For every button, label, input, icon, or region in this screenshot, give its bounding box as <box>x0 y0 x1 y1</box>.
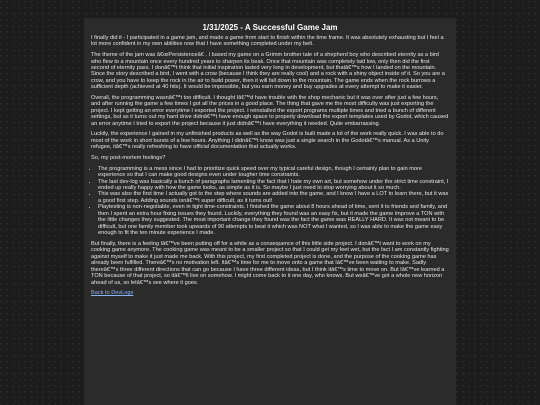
devlog-post-panel <box>84 18 456 405</box>
post-paragraph: The theme of the jam was â€œPersistenceâ€ . I based my game on a Grimm brother tale of a shepherd boy who described eternity as a bird who flew to a mountain once every hundred years to sharpen its beak. Once that mountain was completely laid low, only then did the first second of eternity pass. I donâ€™t think that initial inspiration lasted very long in development, but thatâ€™s how I landed on the mountain. Since the story described a bird, I went with a crow (because I think they are really cool) and a rock with a shiny object inside of it. So you are a crow, and you have to keep the rock in the air to build power, then it will fall down to the mountain. The game ends when the rock burrows a sufficient depth (achieved at 40 hits). It would be impossible, but you earn money and buy upgrades at every attempt to make it easier. <box>91 52 445 91</box>
list-item: • Playtesting is non-negotiable, even in tight time-constraints. I finished the game about 8 hours ahead of time, sent it to friends and family, and then I spent an extra hour fixing issues they found. Luckily, everything they found was an easy fix, but it made the game improve a TON with the little changes they suggested. The most important change they found was the fact the game was REALLY HARD. It was not meant to be difficult, but one family member took upwards of 90 attempts to beat it which was NOT what I wanted, so I was able to make the game easy enough to fit the ten minute experience I made. <box>98 204 449 236</box>
list-item: • The programming is a mess since I had to prioritize quick speed over my typical careful design, though I certainly plan to gain more experience so that I can make good designs even under tougher time constraints. <box>98 166 449 179</box>
post-title: 1/31/2025 - A Successful Game Jam <box>202 23 338 32</box>
list-item: • This was also the first time I actually got to the step where sounds are added into the game, and I know I have a LOT to learn there, but it was a good first step. Adding sounds isnâ€™t super difficult, as it turns out! <box>98 191 449 204</box>
post-paragraph: I finally did it - I participated in a game jam, and made a game from start to finish within the time frame. It was absolutely exhausting but I feel a lot more confident in my own abilities now that I have something completed under my belt. <box>91 35 444 48</box>
back-link-row <box>91 290 449 296</box>
post-paragraph: Overall, the programming wasnâ€™t too difficult. I thought Iâ€™d have trouble with the shop mechanic but it was over after just a few hours, and after running the game a few times I got all the prices in a good place. The thing that gave me the most difficulty was just exporting the project. I kept getting an error everytime I exported the project. I reinstalled the export programs multiple times and tried a bunch of different settings, but as it turns out my hard drive didnâ€™t have enough space to properly download the export templates used by Godot, which caused an error anytime I tried to export the project because it just didnâ€™t have everything it needed. Quite embarrassing. <box>91 95 449 127</box>
post-paragraph: So, my post-mortem feelings? <box>91 155 166 161</box>
post-paragraph: But finally, there is a feeling Iâ€™ve been putting off for a while as a consequence of this little side project. I donâ€™t want to work on my cooking game anymore. The cooking game was meant to be a smaller project so that I could get my feet wet, but the fact I am constantly fighting against myself to make it just made me back. With this project, my first completed project is done, and the purpose of the cooking game has already been fulfilled. Thereâ€™s no motivation left. Itâ€™s time for me to move onto a game that Iâ€™ve been waiting to make. Sadly thereâ€™s three different directions that can go because I have three different ideas, but I think itâ€™s time to move on. But Iâ€™ve learned a TON because of that project, so itâ€™ll live on somehow. I might come back to it one day, who knows. But weâ€™ve got a whole new horizon ahead of us, so letâ€™s see where it goes. <box>91 240 449 286</box>
post-mortem-list <box>91 166 449 237</box>
post-paragraph: Luckily, the experience I gained in my unfinished products as well as the way Godot is built made a lot of the work really quick. I was able to do most of the work in short bursts of a few hours. Anything I didnâ€™t know was just a single search in the Godotâ€™s manual. As a Unity refugee, itâ€™s really refreshing to have official documentation that actually works. <box>91 131 444 151</box>
list-item: • The last dev-log was basically a bunch of paragraphs lamenting the fact that I hate my own art, but somehow under the strict time constraint, I ended up really happy with how the game looks, as simple as it is. So maybe I just need to stop worrying about it so much. <box>98 179 449 192</box>
back-to-devlogs-link[interactable]: Back to DevLogs <box>91 290 134 297</box>
